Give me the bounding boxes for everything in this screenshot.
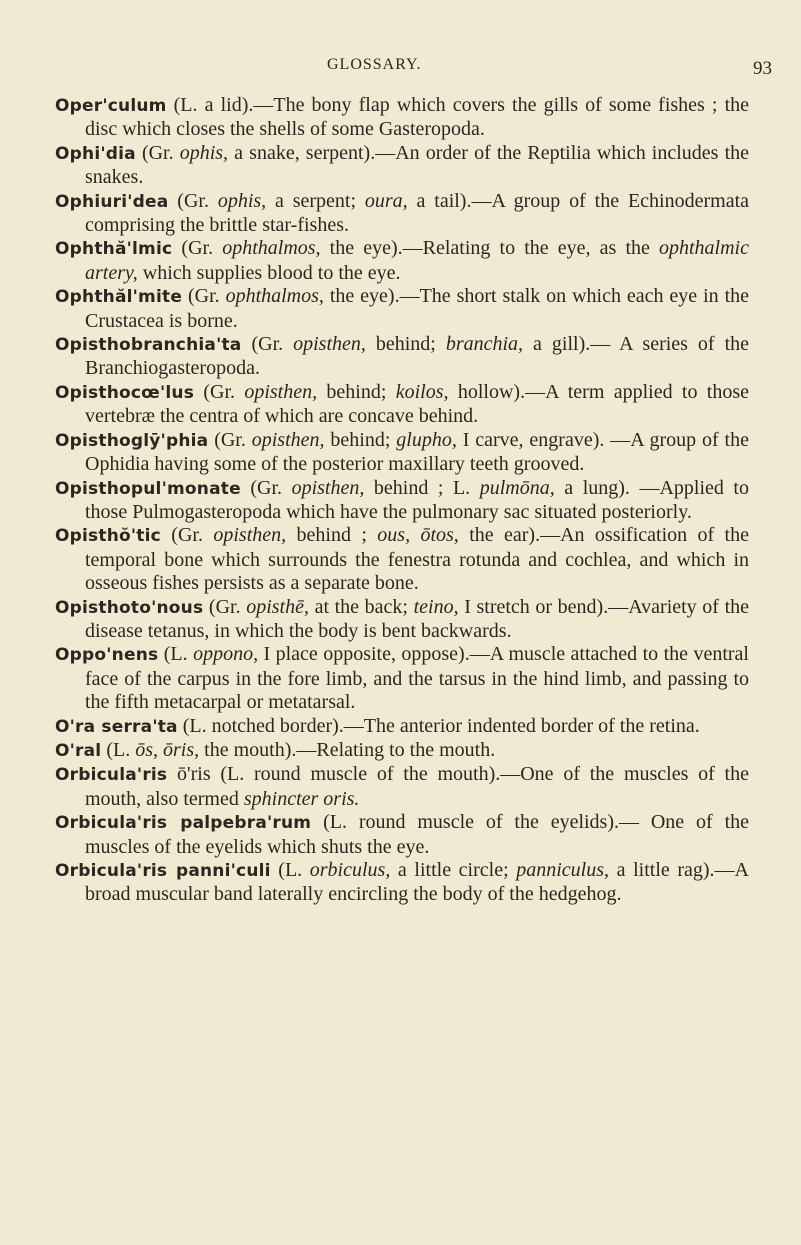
entry-definition — [85, 142, 749, 188]
entry-headword: Opisthobranchia'ta — [55, 335, 242, 356]
definition-text: I place opposite, oppose).—A muscle attached to the ventral face of the carpus in the fore limb, and the tarsus in the hind limb, and passing to the fifth metacarpal or metatarsal. — [85, 643, 749, 714]
glossary-entry — [55, 381, 749, 429]
glossary-entry — [55, 715, 749, 739]
definition-italic: ōs, ōris, — [135, 738, 200, 761]
entry-definition — [85, 94, 749, 140]
definition-italic: ophthalmos, — [222, 237, 321, 260]
definition-text: the mouth).—Relating to the mouth. — [199, 738, 496, 761]
glossary-entry — [55, 643, 749, 714]
glossary-entry — [55, 524, 749, 595]
glossary-entry — [55, 811, 749, 859]
entry-definition — [85, 643, 749, 713]
definition-text: a lung). —Applied to those Pulmogasteropoda which have the pulmonary sac situated posteriorly. — [85, 476, 749, 523]
definition-text: I carve, engrave). —A group of the Ophidia having some of the posterior maxillary teeth grooved. — [85, 428, 749, 476]
entry-headword: Opisthoto'nous — [55, 597, 204, 618]
definition-italic: opisthen, — [293, 333, 366, 356]
page-number: 93 — [753, 58, 772, 79]
definition-text: the eye).—The short stalk on which each eye in the Crustacea is borne. — [85, 285, 750, 332]
glossary-entry — [55, 477, 749, 525]
entry-headword: Ophthă'lmic — [55, 239, 173, 260]
glossary-entry — [55, 285, 749, 333]
definition-italic: ophis, — [217, 189, 267, 212]
definition-text: a little rag).—A broad muscular band laterally encircling the body of the hedgehog. — [85, 859, 749, 906]
definition-text: hollow).—A term applied to those vertebræ the centra of which are concave behind. — [85, 380, 749, 428]
definition-text: behind; — [365, 333, 446, 356]
definition-text: at the back; — [308, 595, 414, 618]
definition-text: which supplies blood to the eye. — [137, 261, 401, 284]
entry-headword: Opisthoglȳ'phia — [55, 430, 209, 451]
glossary-entry — [55, 94, 749, 142]
entry-definition — [85, 763, 749, 809]
definition-text: (Gr. — [208, 428, 252, 451]
glossary-entry — [55, 429, 749, 477]
glossary-entry — [55, 190, 749, 238]
entry-definition — [85, 237, 749, 283]
definition-italic: koilos, — [395, 380, 449, 403]
definition-text: behind; — [324, 428, 397, 451]
glossary-entry — [55, 142, 749, 190]
entry-headword: O'ra serra'ta — [55, 716, 178, 737]
definition-italic: glupho, — [396, 428, 457, 451]
definition-text: (L. — [101, 738, 136, 761]
definition-text: (Gr. — [160, 524, 214, 547]
definition-text: a snake, serpent).—An order of the Reptilia which includes the snakes. — [85, 141, 749, 189]
definition-text: (Gr. — [182, 285, 226, 308]
entry-headword: Opisthŏ'tic — [55, 526, 161, 547]
page-header — [0, 56, 801, 80]
glossary-entry — [55, 859, 749, 907]
definition-text: a serpent; — [266, 189, 365, 212]
definition-italic: ophthalmic artery, — [85, 237, 749, 284]
definition-text: (Gr. — [241, 333, 294, 356]
entry-definition — [85, 285, 749, 331]
entry-headword: Ophthăl'mite — [55, 287, 183, 308]
entry-headword: Ophi'dia — [55, 143, 136, 164]
definition-italic: ophthalmos, — [225, 285, 324, 308]
entry-headword: Oppo'nens — [55, 645, 159, 666]
definition-text: (L. — [158, 643, 194, 666]
glossary-entries — [55, 94, 749, 907]
entry-definition — [178, 715, 700, 737]
definition-text: behind ; L. — [364, 476, 480, 499]
glossary-entry — [55, 596, 749, 644]
definition-text: a gill).— A series of the Branchiogasteropoda. — [85, 333, 749, 380]
definition-italic: ophis, — [179, 141, 229, 164]
definition-italic: ous, ōtos, — [377, 524, 459, 547]
entry-headword: Opisthopul'monate — [55, 478, 241, 499]
definition-italic: teino, — [413, 595, 459, 618]
definition-italic: opisthen, — [213, 524, 287, 547]
entry-headword: Ophiuri'dea — [55, 191, 169, 212]
glossary-entry — [55, 763, 749, 811]
definition-text: (Gr. — [172, 237, 223, 260]
definition-text: (Gr. — [194, 380, 245, 403]
definition-text: a tail).—A group of the Echinodermata comprising the brittle star-fishes. — [85, 189, 749, 237]
definition-text: (Gr. — [168, 189, 218, 212]
entry-headword: Oper'culum — [55, 96, 167, 116]
definition-text: (Gr. — [135, 141, 180, 164]
definition-text: (L. a lid).—The bony flap which covers the gills of some fishes ; the disc which closes the shells of some Gasteropoda. — [85, 94, 749, 141]
glossary-entry — [55, 333, 749, 381]
definition-italic: oppono, — [193, 643, 259, 666]
running-title: GLOSSARY. — [327, 56, 422, 73]
definition-italic: branchia, — [445, 333, 524, 356]
definition-italic: opisthen, — [291, 476, 365, 499]
definition-text: (L. round muscle of the eyelids).— One of the muscles of the eyelids which shuts the eye. — [85, 811, 750, 858]
entry-definition — [101, 739, 495, 761]
definition-italic: pulmōna, — [479, 476, 555, 499]
definition-italic: opisthen, — [244, 380, 318, 403]
definition-italic: orbiculus, — [309, 859, 391, 881]
entry-headword: Opisthocœ'lus — [55, 382, 195, 403]
entry-headword: Orbicula'ris palpebra'rum — [55, 813, 312, 834]
definition-italic: oura, — [364, 189, 408, 212]
definition-italic: panniculus, — [516, 859, 610, 881]
entry-definition — [85, 524, 749, 594]
definition-text: behind; — [317, 380, 396, 403]
definition-text: ō'ris (L. round muscle of the mouth).—One of the muscles of the mouth, also termed — [85, 763, 749, 810]
definition-text: I stretch or bend).—Avariety of the disease tetanus, in which the body is bent backwards. — [85, 595, 749, 642]
definition-italic: sphincter oris. — [243, 787, 360, 810]
definition-text: behind ; — [286, 524, 378, 547]
definition-text: (L. — [270, 859, 310, 881]
entry-headword: Orbicula'ris panni'culi — [55, 861, 271, 881]
definition-italic: opisthen, — [251, 428, 325, 451]
definition-text: a little circle; — [390, 859, 517, 881]
definition-text: (Gr. — [203, 595, 247, 618]
entry-headword: O'ral — [55, 740, 102, 761]
definition-text: (L. notched border).—The anterior indented border of the retina. — [177, 714, 700, 737]
glossary-entry — [55, 237, 749, 285]
definition-text: (Gr. — [240, 476, 292, 499]
entry-definition — [85, 190, 749, 236]
definition-text: the eye).—Relating to the eye, as the — [320, 237, 659, 260]
glossary-entry — [55, 739, 749, 763]
entry-headword: Orbicula'ris — [55, 765, 168, 786]
definition-text: the ear).—An ossification of the temporal bone which surrounds the fenestra rotunda and cochlea, and which in osseous fishes persists as a separate bone. — [85, 524, 749, 595]
definition-italic: opisthē, — [246, 595, 309, 618]
